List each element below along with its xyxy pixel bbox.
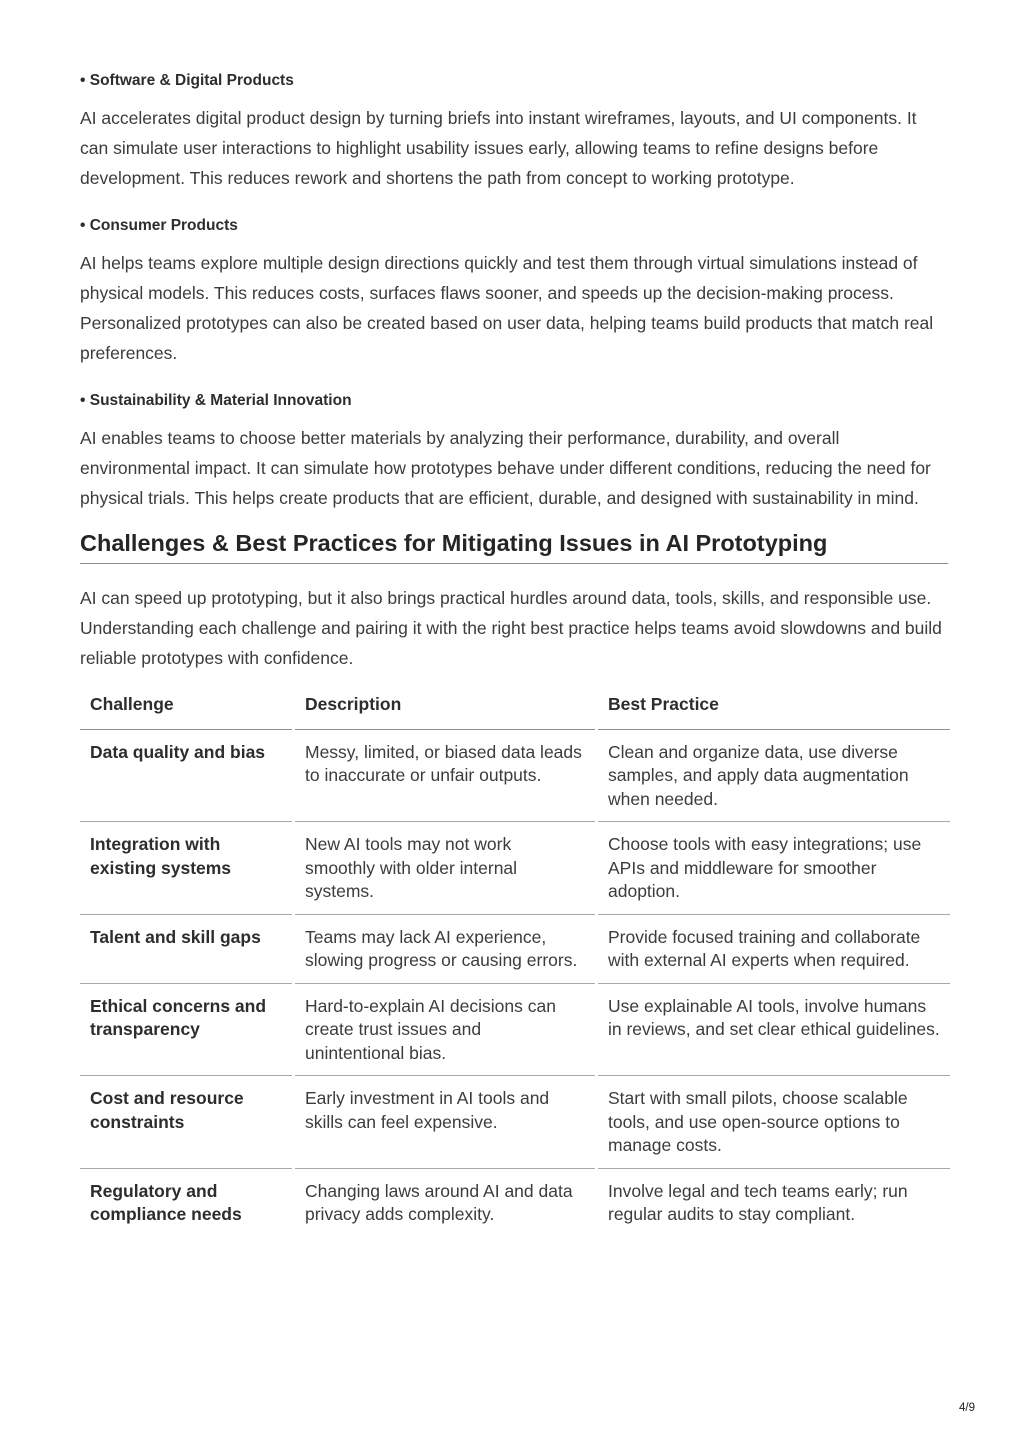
table-row (80, 1169, 950, 1237)
section-heading: • Consumer Products (80, 217, 238, 234)
best-practice-cell: Start with small pilots, choose scalable tools, and use open-source options to manage costs. (598, 1076, 950, 1169)
best-practice-cell: Choose tools with easy integrations; use APIs and middleware for smoother adoption. (598, 822, 950, 915)
section-software-digital-products (80, 70, 948, 193)
challenge-cell: Talent and skill gaps (80, 915, 292, 984)
challenge-cell: Data quality and bias (80, 730, 292, 823)
page-number: 4/9 (959, 1402, 975, 1414)
section-paragraph: AI helps teams explore multiple design directions quickly and test them through virtual simulations instead of physical models. This reduces costs, surfaces flaws sooner, and speeds up the decision-making process. Personalized prototypes can also be created based on user data, helping teams build products that match real preferences. (80, 253, 934, 363)
best-practice-cell: Clean and organize data, use diverse samples, and apply data augmentation when needed. (598, 730, 950, 823)
description-cell: Changing laws around AI and data privacy adds complexity. (305, 1180, 573, 1224)
table-header-row (80, 687, 950, 730)
section-sustainability-material-innovation (80, 390, 948, 513)
document-page (80, 70, 948, 1237)
description-cell: New AI tools may not work smoothly with older internal systems. (295, 822, 595, 915)
page-title: Challenges & Best Practices for Mitigating Issues in AI Prototyping (80, 529, 948, 564)
description-cell: Early investment in AI tools and skills can feel expensive. (295, 1076, 595, 1169)
description-cell: Messy, limited, or biased data leads to inaccurate or unfair outputs. (295, 730, 595, 823)
section-heading: • Software & Digital Products (80, 72, 294, 89)
section-heading: • Sustainability & Material Innovation (80, 392, 352, 409)
section-paragraph: AI accelerates digital product design by turning briefs into instant wireframes, layouts, and UI components. It can simulate user interactions to highlight usability issues early, allowing teams to refine designs before development. This reduces rework and shortens the path from concept to working prototype. (80, 108, 917, 188)
challenge-cell: Ethical concerns and transparency (80, 984, 292, 1077)
description-cell: Teams may lack AI experience, slowing progress or causing errors. (295, 915, 595, 984)
description-cell: Hard-to-explain AI decisions can create trust issues and unintentional bias. (295, 984, 595, 1077)
section-paragraph: AI enables teams to choose better materials by analyzing their performance, durability, and overall environmental impact. It can simulate how prototypes behave under different conditions, reducing the need for physical trials. This helps create products that are efficient, durable, and designed with sustainability in mind. (80, 428, 931, 508)
table-row (80, 730, 950, 823)
best-practice-cell: Involve legal and tech teams early; run regular audits to stay compliant. (608, 1180, 908, 1224)
table-row (80, 984, 950, 1077)
challenge-cell: Regulatory and compliance needs (90, 1180, 242, 1224)
intro-paragraph: AI can speed up prototyping, but it also brings practical hurdles around data, tools, skills, and responsible use. Understanding each challenge and pairing it with the right best practice helps teams avoid slowdowns and build reliable prototypes with confidence. (80, 588, 942, 668)
best-practice-cell: Use explainable AI tools, involve humans in reviews, and set clear ethical guidelines. (598, 984, 950, 1077)
table-row (80, 1076, 950, 1169)
column-header-best-practice: Best Practice (598, 687, 950, 730)
table-row (80, 822, 950, 915)
challenge-cell: Integration with existing systems (80, 822, 292, 915)
section-consumer-products (80, 215, 948, 368)
column-header-challenge: Challenge (80, 687, 292, 730)
best-practice-cell: Provide focused training and collaborate with external AI experts when required. (598, 915, 950, 984)
challenges-table (77, 687, 953, 1237)
table-row (80, 915, 950, 984)
challenge-cell: Cost and resource constraints (80, 1076, 292, 1169)
column-header-description: Description (295, 687, 595, 730)
